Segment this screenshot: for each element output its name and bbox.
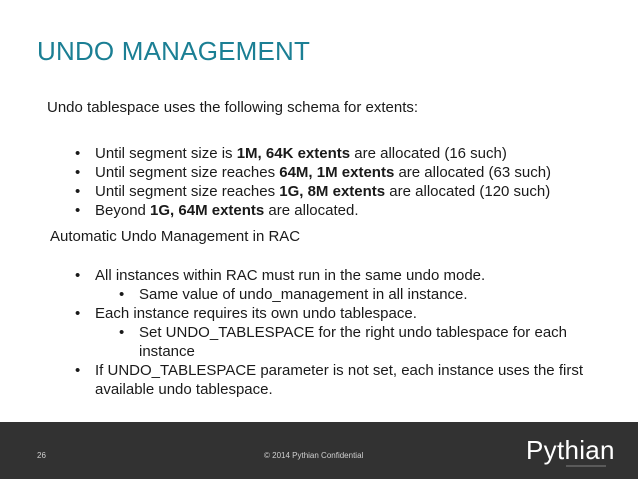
list-item: • Until segment size reaches 1G, 8M extents are allocated (120 such) (75, 182, 615, 201)
list-item: • Beyond 1G, 64M extents are allocated. (75, 201, 615, 220)
sub-list-item: • Set UNDO_TABLESPACE for the right undo tablespace for each instance (75, 323, 595, 361)
copyright-notice: © 2014 Pythian Confidential (264, 451, 364, 460)
extent-schema-list (75, 144, 615, 220)
slide-title: UNDO MANAGEMENT (37, 36, 311, 66)
logo-tagline-mark (566, 465, 606, 467)
footer-bar (0, 422, 638, 479)
sub-list-item: • Same value of undo_management in all instance. (75, 285, 595, 304)
list-item: • If UNDO_TABLESPACE parameter is not set, each instance uses the first available undo tablespace. (75, 361, 595, 399)
page-number: 26 (37, 451, 46, 460)
section-heading-rac: Automatic Undo Management in RAC (50, 228, 301, 245)
list-item: • Until segment size is 1M, 64K extents are allocated (16 such) (75, 144, 615, 163)
rac-undo-list (75, 266, 595, 399)
list-item: • Each instance requires its own undo tablespace. (75, 304, 595, 323)
list-item: • All instances within RAC must run in the same undo mode. (75, 266, 595, 285)
section-heading-extents: Undo tablespace uses the following schema for extents: (47, 99, 419, 116)
list-item: • Until segment size reaches 64M, 1M extents are allocated (63 such) (75, 163, 615, 182)
pythian-logo: Pythian (526, 435, 615, 465)
